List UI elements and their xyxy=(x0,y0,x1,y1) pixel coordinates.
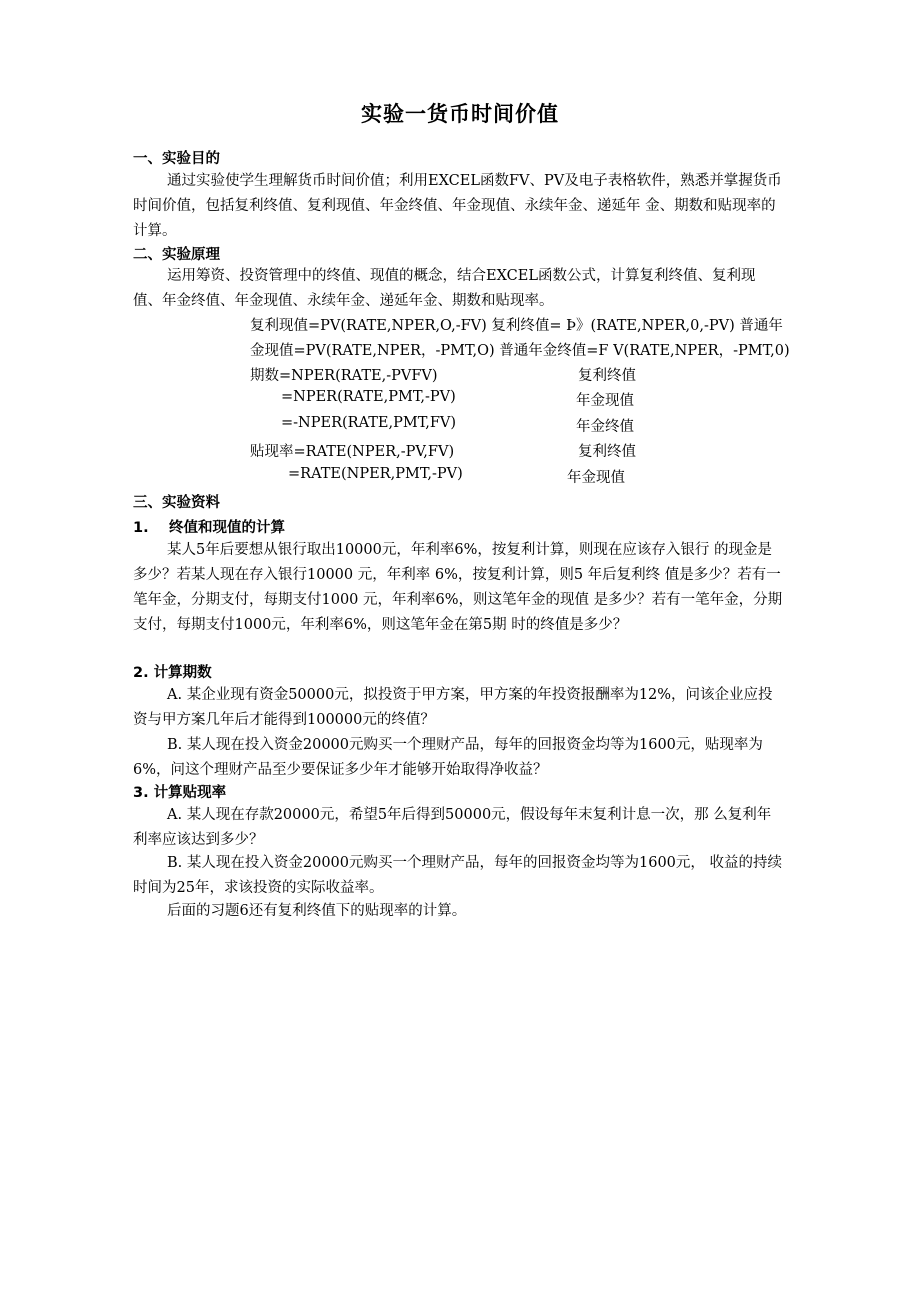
formula-row-nper1-label: 复利终值 xyxy=(578,368,636,384)
formula-line-1: 复利现值=PV(RATE,NPER,O,-FV) 复利终值= Þ》(RATE,NPER,0,-PV) 普通年 xyxy=(250,318,783,334)
section3-heading: 三、实验资料 xyxy=(133,495,220,511)
sub1-text: 某人5年后要想从银行取出10000元，年利率6%，按复利计算，则现在应该存入银行 的现金是多少？若某人现在存入银行10000 元，年利率 6%，按复利计算，则5 年后复利终 值是多少？若有一笔年金，分期支付，每期支付1000 元，年利率6%，则这笔年金的现值 是多少？若有一笔年金，分期支付，每期支付1000元，年利率6%，则这笔年金在第5期 时的终值是多少？ xyxy=(133,542,783,633)
sub3-paragraph-a xyxy=(133,803,783,853)
section1-paragraph xyxy=(133,169,783,244)
sub1-heading xyxy=(133,516,285,537)
sub1-title: 终值和现值的计算 xyxy=(169,520,285,536)
sub3-paragraph-b xyxy=(133,851,783,901)
formula-line-2: 金现值=PV(RATE,NPER，-PMT,O) 普通年金终值=F V(RATE,NPER，-PMT,0) xyxy=(250,343,790,359)
formula-row-nper3-label: 年金终值 xyxy=(576,419,634,435)
section1-heading: 一、实验目的 xyxy=(133,151,220,167)
sub3-text-a: A. 某人现在存款20000元，希望5年后得到50000元，假设每年末复利计息一次，那 么复利年利率应该达到多少？ xyxy=(133,807,772,848)
formula-row-rate2-label: 年金现值 xyxy=(567,470,625,486)
sub1-paragraph xyxy=(133,538,783,638)
sub2-heading: 2. 计算期数 xyxy=(133,665,212,681)
sub3-text-b: B. 某人现在投入资金20000元购买一个理财产品，每年的回报资金均等为1600元， 收益的持续时间为25年，求该投资的实际收益率。 xyxy=(133,855,783,896)
formula-row-nper2-label: 年金现值 xyxy=(576,393,634,409)
sub2-paragraph-a xyxy=(133,683,783,733)
section2-heading: 二、实验原理 xyxy=(133,247,220,263)
formula-row-rate1-label: 复利终值 xyxy=(578,444,636,460)
sub2-text-a: A. 某企业现有资金50000元，拟投资于甲方案，甲方案的年投资报酬率为12%，问该企业应投资与甲方案几年后才能得到100000元的终值？ xyxy=(133,687,773,728)
formula-row-nper2: =NPER(RATE,PMT,-PV) xyxy=(281,389,456,405)
sub2-paragraph-b xyxy=(133,733,783,783)
page-title: 实验一货币时间价值 xyxy=(361,101,559,126)
section2-paragraph xyxy=(133,264,783,314)
sub3-note xyxy=(133,899,783,924)
formula-row-nper3: =-NPER(RATE,PMT,FV) xyxy=(281,415,457,431)
formula-row-nper1: 期数=NPER(RATE,-PVFV) xyxy=(250,368,438,384)
formula-row-rate2: =RATE(NPER,PMT,-PV) xyxy=(288,466,463,482)
sub2-text-b: B. 某人现在投入资金20000元购买一个理财产品，每年的回报资金均等为1600元，贴现率为 6%，问这个理财产品至少要保证多少年才能够开始取得净收益？ xyxy=(133,737,763,778)
formula-row-rate1: 贴现率=RATE(NPER,-PV,FV) xyxy=(250,444,455,460)
sub3-note-text: 后面的习题6还有复利终值下的贴现率的计算。 xyxy=(167,903,467,919)
sub1-number: 1. xyxy=(133,520,149,536)
section1-text: 通过实验使学生理解货币时间价值；利用EXCEL函数FV、PV及电子表格软件，熟悉并掌握货币时间价值，包括复利终值、复利现值、年金终值、年金现值、永续年金、递延年 金、期数和贴现率的计算。 xyxy=(133,173,782,239)
section2-text: 运用筹资、投资管理中的终值、现值的概念，结合EXCEL函数公式，计算复利终值、复利现值、年金终值、年金现值、永续年金、递延年金、期数和贴现率。 xyxy=(133,268,756,309)
sub3-heading: 3. 计算贴现率 xyxy=(133,785,227,801)
